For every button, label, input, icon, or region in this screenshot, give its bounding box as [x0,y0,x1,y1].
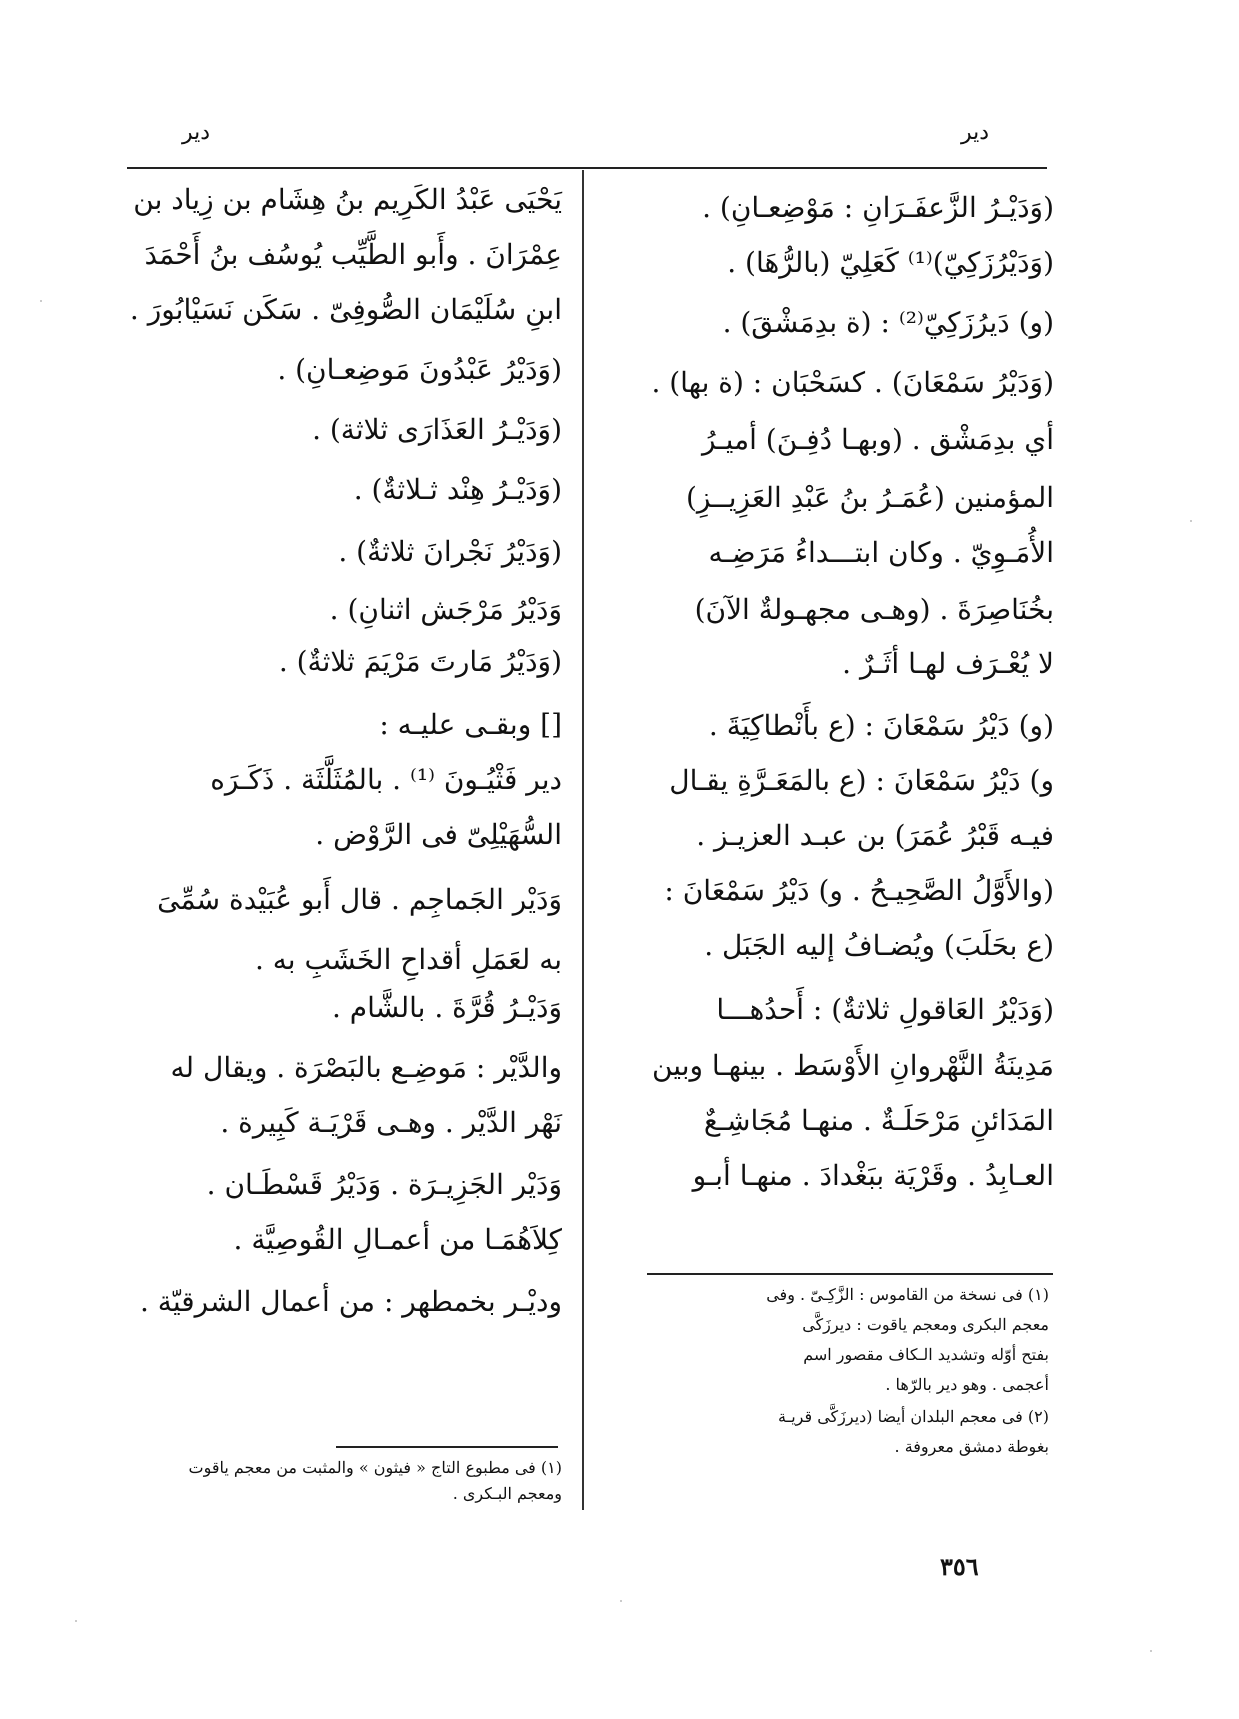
footnote-line: (١) فى نسخة من القاموس : الزَّكِـىّ . وفى [766,1285,1049,1304]
text-line: (والأَوَّلُ الصَّحِيـحُ . و) دَيْرُ سَمْعَانَ : [664,874,1054,907]
text-line: المؤمنين (عُمَـرُ بنُ عَبْدِ العَزِيــزِ) [685,481,1054,514]
text-line: كِلاَهُمَـا من أعمـالِ القُوصِيَّة . [233,1223,562,1256]
scan-speck [40,300,42,302]
text-line: العـابِدُ . وقَرْيَة ببَغْدادَ . منهـا أبـو [692,1159,1054,1192]
text-line: مَدِينَةُ النَّهْروانِ الأَوْسَط . بينهـا وبين [651,1049,1054,1082]
text-line: بخُنَاصِرَةَ . (وهـى مجهـولةٌ الآنَ) [694,593,1054,626]
footnote-line: بغوطة دمشق معروفة . [894,1437,1049,1456]
text-line: وَدَيْر الجَماجِم . قال أَبو عُبَيْدة سُمِّىَ [157,883,562,916]
text-line: لا يُعْـرَف لهـا أثَـرٌ . [842,647,1054,680]
text-line: [] وبقـى عليـه : [379,708,562,741]
scan-speck [75,1620,77,1622]
text-line: (ع بحَلَبَ) ويُضـافُ إليه الجَبَل . [704,929,1054,962]
footnote-line: بفتح أوّله وتشديد الـكاف مقصور اسم [803,1345,1049,1364]
text-line: والدَّيْر : مَوضِـع بالبَصْرَة . ويقال له [170,1051,562,1084]
text-line: (وَدَيْرُ العَاقولِ ثلاثةٌ) : أَحدُهـــا [716,993,1054,1026]
text-line: يَحْيَى عَبْدُ الكَرِيم بنُ هِشَام بن زِياد بن [133,183,562,216]
text-line: وَدَيْر الجَزِيـرَة . وَدَيْرُ قَسْطَـان . [206,1168,562,1201]
text-line: به لعَمَلِ أقداحِ الخَشَبِ به . [254,943,562,976]
footnote-line: (١) فى مطبوع التاج « فيثون » والمثبت من معجم ياقوت [188,1458,562,1477]
header-rule [127,167,1047,169]
text-line: وَدَيْرُ مَرْجَش اثنانِ) . [329,593,562,626]
footnote-rule-left [336,1446,558,1448]
text-line: (وَدَيْـرُ هِنْد ثـلاثةٌ) . [353,473,562,506]
text-line: (وَدَيْرُ نَجْرانَ ثلاثةٌ) . [338,535,562,568]
scan-speck [1150,1650,1152,1652]
footnote-rule-right [647,1273,1053,1275]
text-line: (وَدَيْـرُ العَذَارَى ثلاثة) . [312,413,562,446]
text-line: المَدَائنِ مَرْحَلَـةٌ . منهـا مُجَاشِـعٌ [703,1104,1054,1137]
text-line: نَهْر الدَّيْر . وهـى قَرْيَـة كَبِيرة . [220,1106,562,1139]
running-head-left: دير [182,120,211,145]
footnote-line: معجم البكرى ومعجم ياقوت : ديرزَكَّى [802,1315,1049,1334]
text-line: الأُمَـوِيّ . وكان ابتـــداءُ مَرَضِـه [708,536,1054,569]
footnote-line: ومعجم البـكرى . [452,1484,562,1503]
scan-speck [1190,520,1192,522]
text-line: السُّهَيْلِىّ فى الرَّوْض . [315,818,562,851]
text-line: (و) دَيْرُ سَمْعَانَ : (ع بأَنْطاكِيَةَ . [708,709,1054,742]
text-line: (وَدَيْرُ مَارتَ مَرْيَمَ ثلاثةٌ) . [278,645,562,678]
text-line: (وَدَيْـرُ الزَّعفَـرَانِ : مَوْضِعـانِ) . [702,191,1054,224]
footnote-line: (٢) فى معجم البلدان أيضا (ديرزَكَّى قريـة [777,1407,1049,1426]
text-line: ابنِ سُلَيْمَان الصُّوفِىّ . سَكَن نَسَيْابُورَ . [129,293,562,326]
text-line: دير فَثْيُـونَ ⁽¹⁾ . بالمُثَلَّثَة . ذَكَـرَه [210,763,562,796]
text-line: و) دَيْرُ سَمْعَانَ : (ع بالمَعَـرَّةِ يقـال [669,764,1054,797]
text-line: (و) دَيرُزَكِيّ⁽²⁾ : (ة بدِمَشْقَ) . [722,306,1054,339]
text-line: وَدَيْـرُ قُرَّةَ . بالشَّام . [331,991,562,1024]
running-head-right: دير [960,120,989,145]
scan-speck [620,1600,622,1602]
column-divider [582,170,584,1510]
text-line: أي بدِمَشْق . (وبهـا دُفِـنَ) أميـرُ [702,423,1054,456]
footnote-line: أعجمى . وهو دير بالرّها . [885,1375,1049,1394]
text-line: (وَدَيْرُ سَمْعَانَ) . كسَحْبَان : (ة بها) . [651,366,1054,399]
text-line: (وَدَيْرُ عَبْدُونَ مَوضِعـانِ) . [277,353,562,386]
text-line: وديْـر بخمطهر : من أعمال الشرقيّة . [140,1285,562,1318]
text-line: (وَدَيْرُزَكِيّ)⁽¹⁾ كَعَلِيّ (بالرُّهَا) . [727,246,1054,279]
text-line: عِمْرَانَ . وأَبو الطَّيِّب يُوسُف بنُ أَحْمَدَ [144,238,562,271]
page-number: ٣٥٦ [940,1552,979,1581]
text-line: فيـه قَبْرُ عُمَرَ) بن عبـد العزيـز . [696,819,1054,852]
